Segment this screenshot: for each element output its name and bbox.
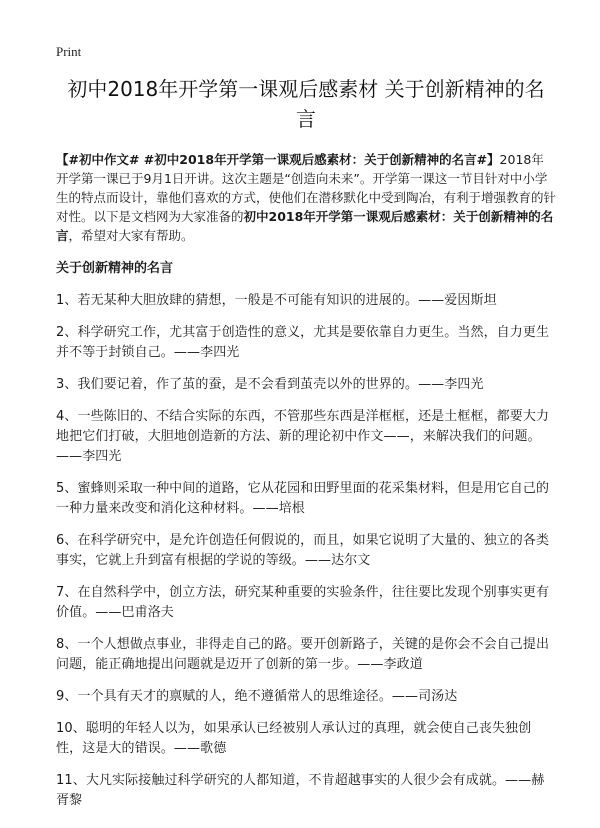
quote-item: 4、一些陈旧的、不结合实际的东西，不管那些东西是洋框框，还是土框框，都要大力地把它们打破，大胆地创造新的方法、新的理论初中作文——，来解决我们的问题。——李四光 xyxy=(56,409,550,464)
document-title: 初中2018年开学第一课观后感素材 关于创新精神的名言 xyxy=(67,77,545,131)
print-label: Print xyxy=(56,44,82,59)
quote-item: 11、大凡实际接触过科学研究的人都知道，不肯超越事实的人很少会有成就。——赫胥黎 xyxy=(56,773,545,808)
intro-text-2: ，希望对大家有帮助。 xyxy=(68,228,194,243)
quote-item: 1、若无某种大胆放肆的猜想，一般是不可能有知识的进展的。——爱因斯坦 xyxy=(56,293,497,308)
intro-text-1: 2018年开学第一课已于9月1日开讲。这次主题是“创造向未来”。开学第一课这一节目针对中小学生的特点而设计，靠他们喜欢的方式，使他们在潜移默化中受到陶冶，有利于增强教育的针对性。以下是文档网为大家准备的 xyxy=(56,152,557,224)
quote-item: 7、在自然科学中，创立方法，研究某种重要的实验条件，往往要比发现个别事实更有价值。——巴甫洛夫 xyxy=(56,585,550,620)
quote-item: 10、聪明的年轻人以为，如果承认已经被别人承认过的真理，就会使自己丧失独创性，这是大的错误。——歌德 xyxy=(56,721,532,756)
intro-bold-lead: 【#初中作文# #初中2018年开学第一课观后感素材：关于创新精神的名言#】 xyxy=(56,152,500,167)
quote-item: 3、我们要记着，作了茧的蚕，是不会看到茧壳以外的世界的。——李四光 xyxy=(56,377,484,392)
quote-item: 2、科学研究工作，尤其富于创造性的意义，尤其是要依靠自力更生。当然，自力更生并不等于封锁自己。——李四光 xyxy=(56,325,550,360)
quote-list xyxy=(56,291,556,811)
quote-item: 9、一个具有天才的禀赋的人，绝不遵循常人的思维途径。——司汤达 xyxy=(56,689,458,704)
section-heading: 关于创新精神的名言 xyxy=(56,261,174,276)
quote-item: 5、蜜蜂则采取一种中间的道路，它从花园和田野里面的花采集材料，但是用它自己的一种力量来改变和消化这种材料。——培根 xyxy=(56,481,550,516)
intro-paragraph xyxy=(56,150,556,245)
quote-item: 8、一个人想做点事业，非得走自己的路。要开创新路子，关键的是你会不会自己提出问题，能正确地提出问题就是迈开了创新的第一步。——李政道 xyxy=(56,637,550,672)
intro-bold-mid: 初中2018年开学第一课观后感素材：关于创新精神的名言 xyxy=(56,209,554,243)
quote-item: 6、在科学研究中，是允许创造任何假说的，而且，如果它说明了大量的、独立的各类事实，它就上升到富有根据的学说的等级。——达尔文 xyxy=(56,533,550,568)
